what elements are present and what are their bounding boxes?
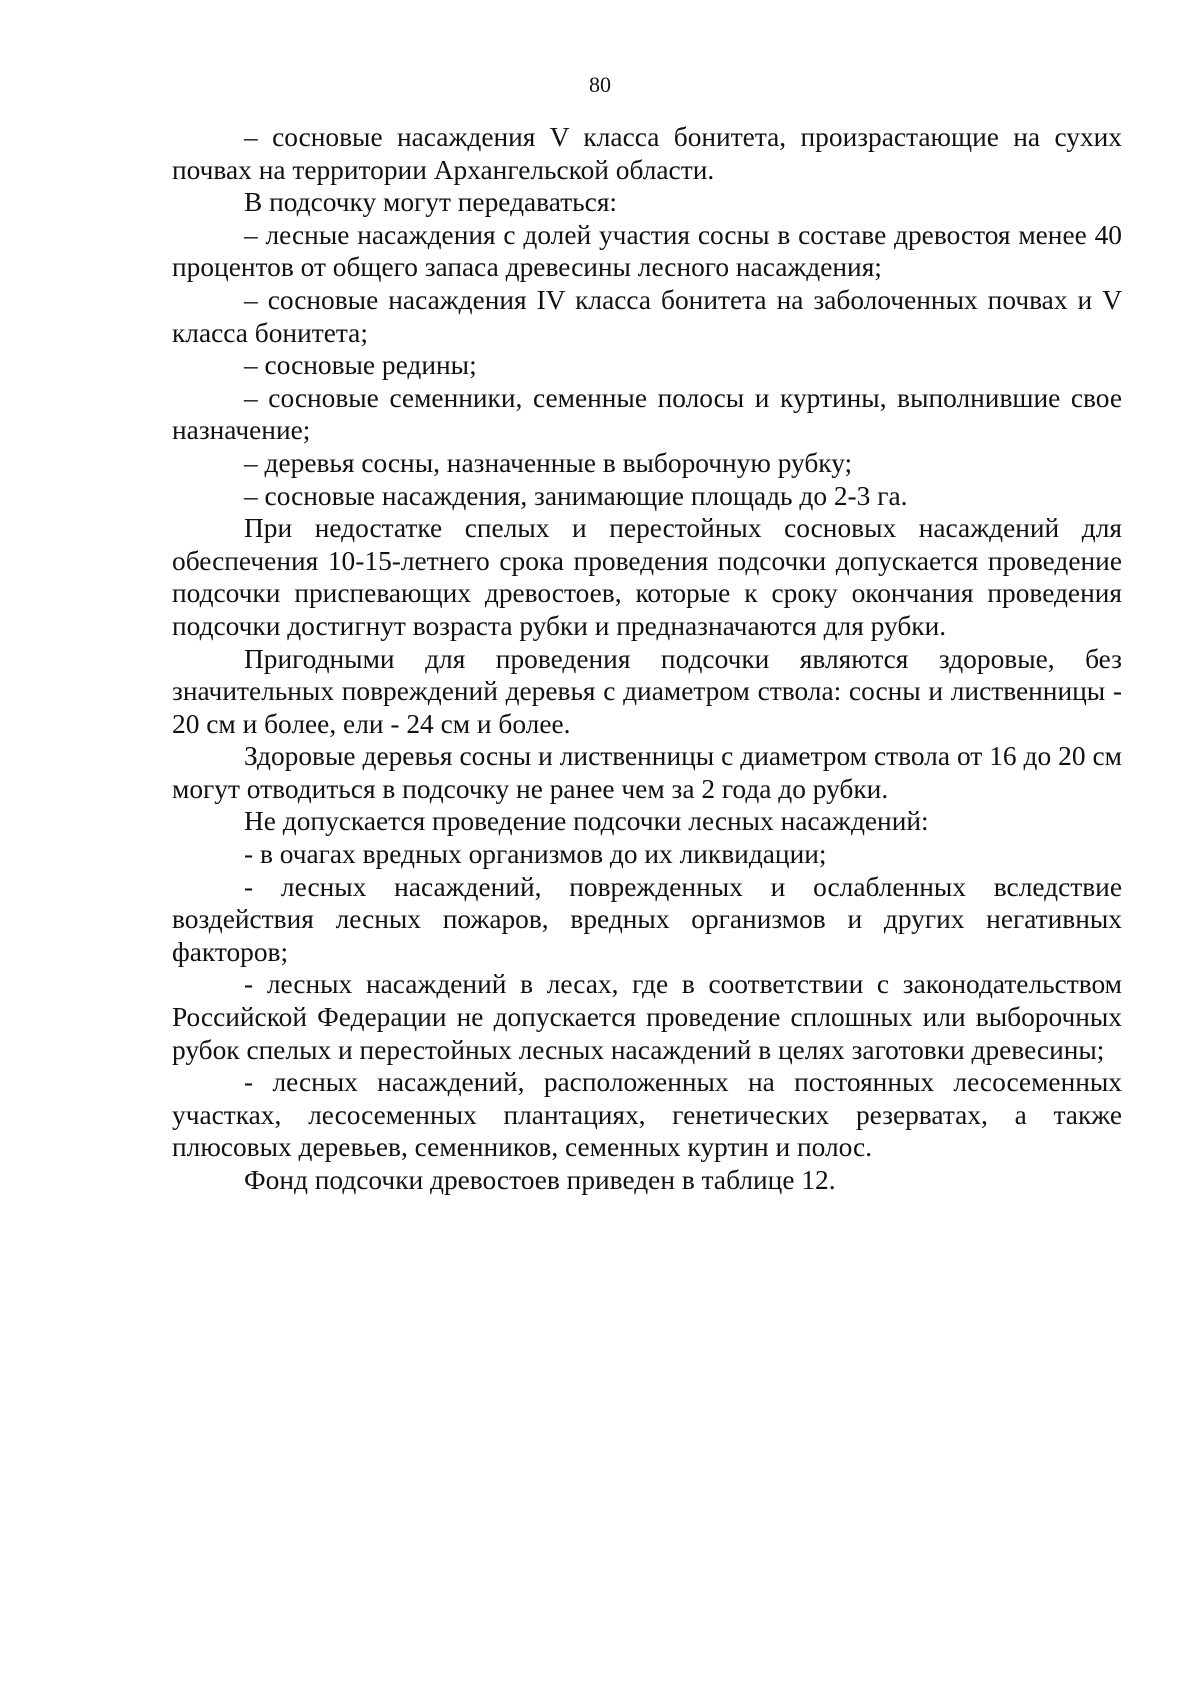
paragraph-tapping-not-allowed: Не допускается проведение подсочки лесных насаждений:	[244, 806, 929, 837]
list-item-seed-areas: - лесных насаждений, расположенных на постоянных лесосеменных участках, лесосеменных плантациях, генетических резерватах, а также плюсовых деревьев, семенников, семенных куртин и полос.	[172, 1067, 1122, 1163]
list-item-pest-outbreaks: - в очагах вредных организмов до их ликвидации;	[244, 839, 827, 870]
list-item-pine-small-area: – сосновые насаждения, занимающие площадь до 2-3 га.	[244, 480, 908, 511]
paragraph-tapping-may-include: В подсочку могут передаваться:	[244, 187, 618, 218]
list-item-protected-forests: - лесных насаждений в лесах, где в соответствии с законодательством Российской Федерации не допускается проведение сплошных или выборочных рубок спелых и перестойных лесных насаждений в целях заготовки древесины;	[172, 969, 1122, 1065]
page-number: 80	[589, 72, 611, 97]
paragraph-pine-stands-class-v: – сосновые насаждения V класса бонитета, произрастающие на сухих почвах на территории Архангельской области.	[172, 122, 1122, 185]
document-body	[172, 121, 1122, 1197]
paragraph-insufficient-mature-stands: При недостатке спелых и перестойных сосновых насаждений для обеспечения 10-15-летнего срока проведения подсочки допускается проведение подсочки приспевающих древостоев, которые к сроку окончания проведения подсочки достигнут возраста рубки и предназначаются для рубки.	[172, 513, 1122, 641]
list-item-pine-class-iv-v: – сосновые насаждения IV класса бонитета на заболоченных почвах и V класса бонитета;	[172, 284, 1122, 348]
list-item-damaged-stands: - лесных насаждений, поврежденных и ослабленных вследствие воздействия лесных пожаров, вредных организмов и других негативных факторов;	[172, 871, 1122, 967]
paragraph-tapping-fund-reference: Фонд подсочки древостоев приведен в таблице 12.	[244, 1165, 836, 1195]
list-item-pine-sparse-stands: – сосновые редины;	[244, 350, 477, 381]
paragraph-suitable-trees: Пригодными для проведения подсочки являются здоровые, без значительных повреждений деревья с диаметром ствола: сосны и лиственницы - 20 см и более, ели - 24 см и более.	[172, 643, 1122, 739]
list-item-pine-seed-trees: – сосновые семенники, семенные полосы и куртины, выполнившие свое назначение;	[172, 382, 1122, 446]
list-item-pine-selective-felling: – деревья сосны, назначенные в выборочную рубку;	[244, 447, 853, 478]
paragraph-healthy-trees-16-20cm: Здоровые деревья сосны и лиственницы с диаметром ствола от 16 до 20 см могут отводиться в подсочку не ранее чем за 2 года до рубки.	[172, 741, 1122, 804]
list-item-pine-share-below-40: – лесные насаждения с долей участия сосны в составе древостоя менее 40 процентов от общего запаса древесины лесного насаждения;	[172, 219, 1122, 283]
